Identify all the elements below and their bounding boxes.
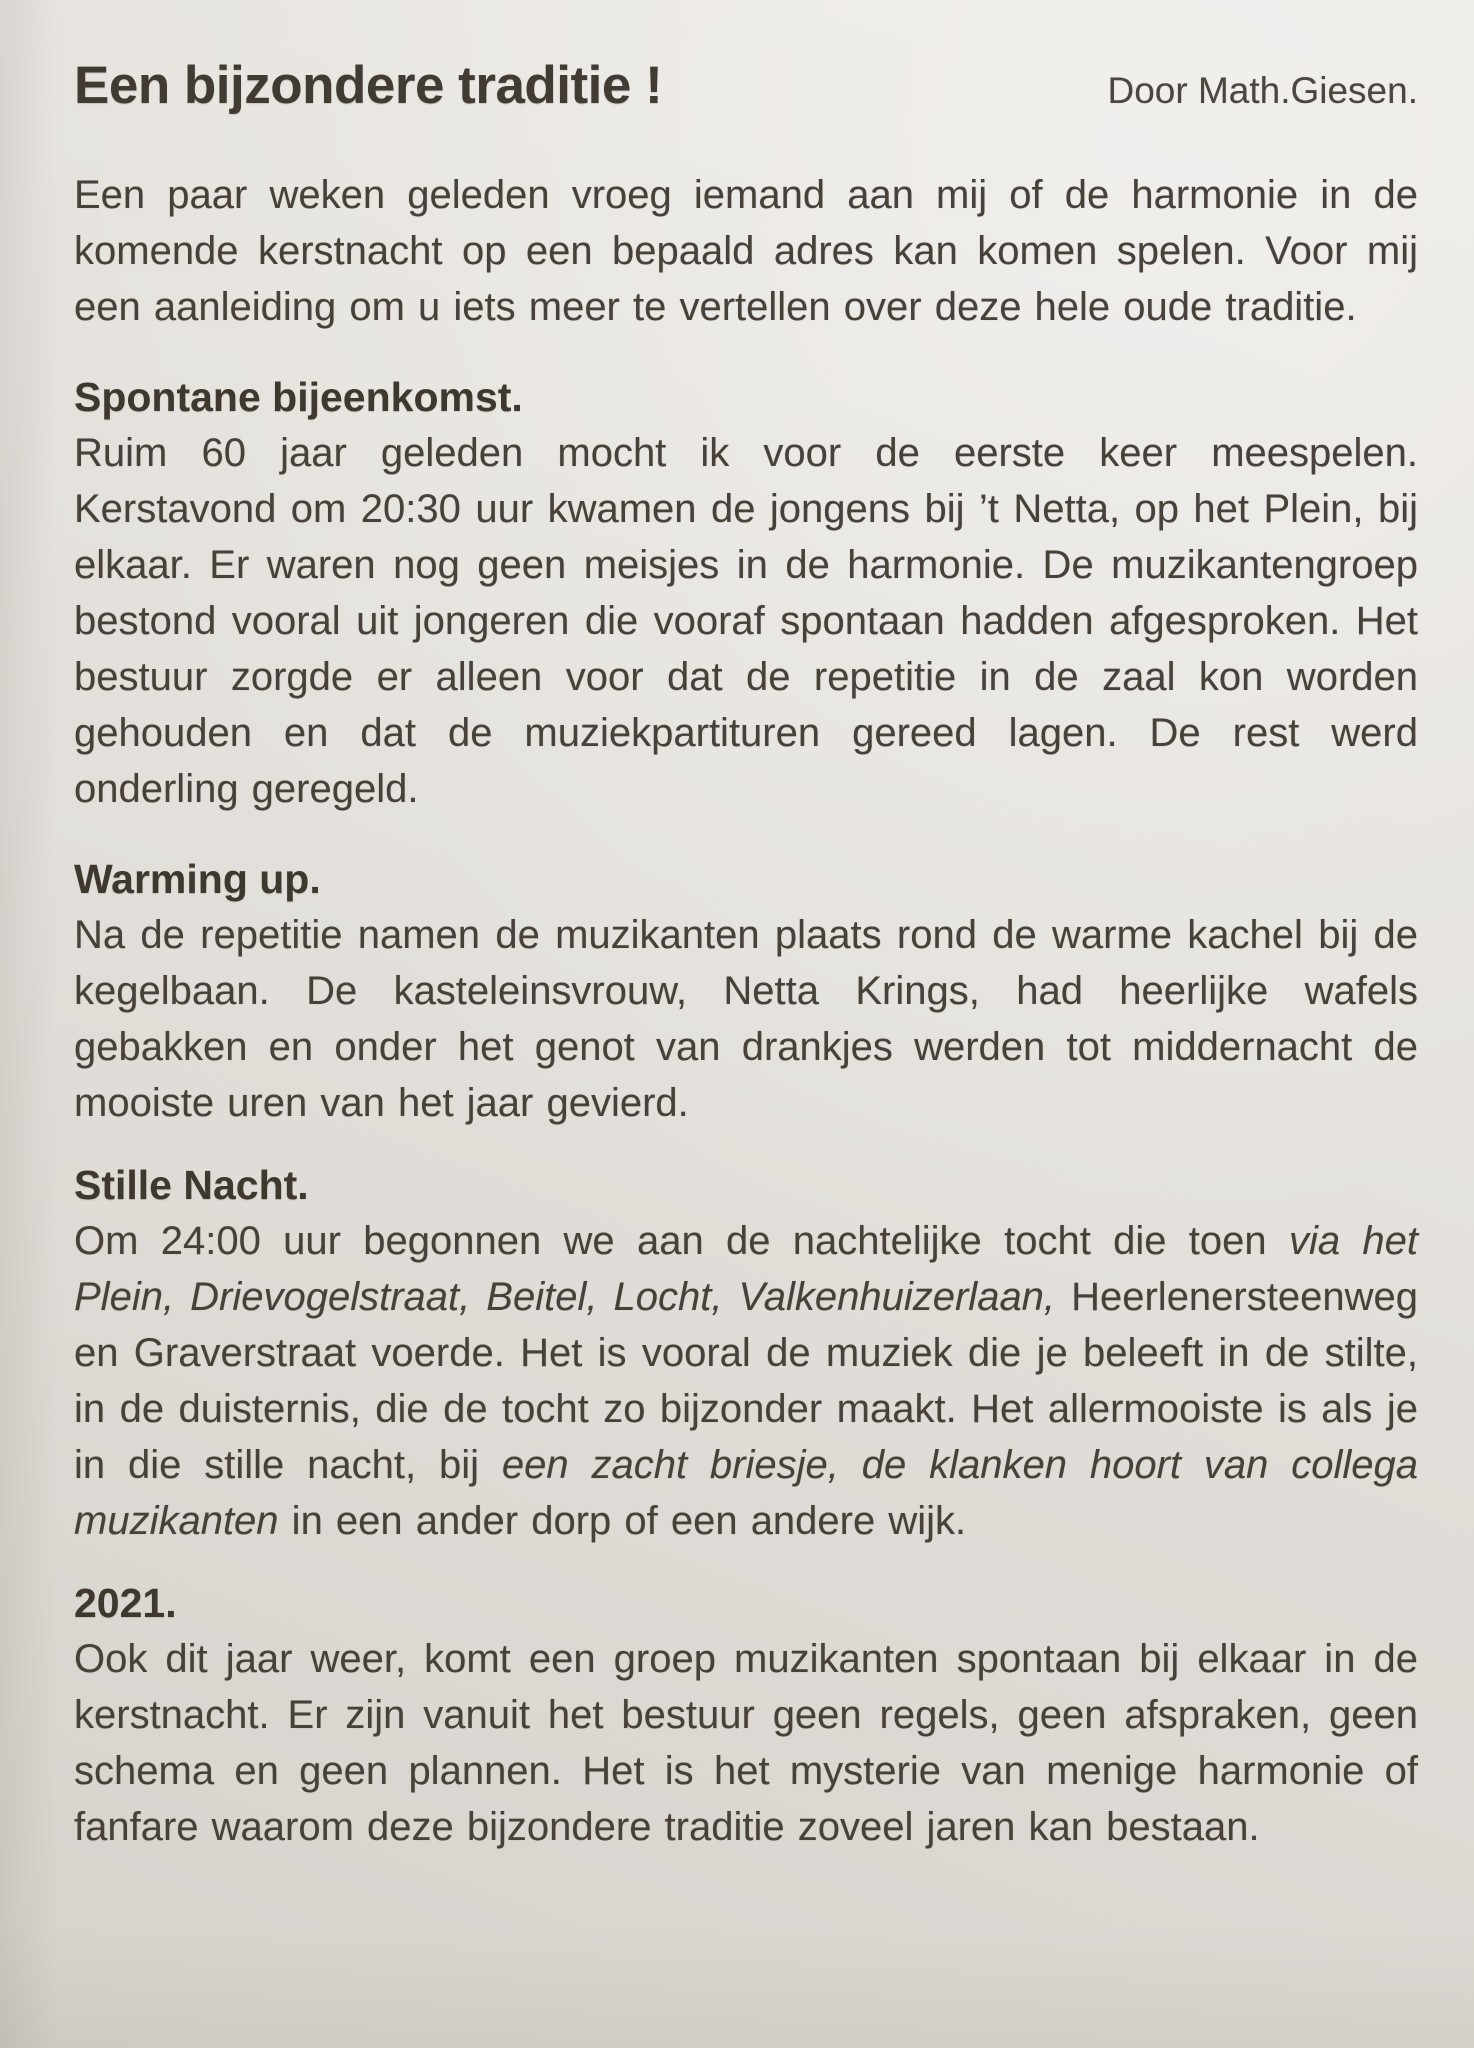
- paragraph-warming-up: Na de repetitie namen de muzikanten plaats rond de warme kachel bij de kegelbaan. De kasteleinsvrouw, Netta Krings, had heerlijke wafels gebakken en onder het genot van drankjes werden tot middernacht de mooiste uren van het jaar gevierd.: [74, 913, 1418, 1125]
- document-body: [74, 167, 1418, 1855]
- section-intro: [74, 167, 1418, 335]
- byline: Door Math.Giesen.: [1107, 70, 1418, 111]
- section-stille-nacht: [74, 1157, 1418, 1549]
- document-title: Een bijzondere traditie !: [74, 56, 663, 115]
- section-warming-up: [74, 851, 1418, 1131]
- section-heading-2021: 2021.: [74, 1580, 177, 1626]
- section-heading-warming-up: Warming up.: [74, 856, 321, 902]
- title-row: [74, 56, 1418, 121]
- paragraph-spontane-bijeenkomst: Ruim 60 jaar geleden mocht ik voor de eerste keer meespelen. Kerstavond om 20:30 uur kwamen de jongens bij ’t Netta, op het Plein, bij elkaar. Er waren nog geen meisjes in de harmonie. De muzikantengroep bestond vooral uit jongeren die vooraf spontaan hadden afgesproken. Het bestuur zorgde er alleen voor dat de repetitie in de zaal kon worden gehouden en dat de muziekpartituren gereed lagen. De rest werd onderling geregeld.: [74, 431, 1418, 811]
- paragraph-intro: Een paar weken geleden vroeg iemand aan mij of de harmonie in de komende kerstnacht op een bepaald adres kan komen spelen. Voor mij een aanleiding om u iets meer te vertellen over deze hele oude traditie.: [74, 173, 1418, 329]
- section-heading-spontane-bijeenkomst: Spontane bijeenkomst.: [74, 374, 523, 420]
- paragraph-2021: Ook dit jaar weer, komt een groep muzikanten spontaan bij elkaar in de kerstnacht. Er zijn vanuit het bestuur geen regels, geen afspraken, geen schema en geen plannen. Het is het mysterie van menige harmonie of fanfare waarom deze bijzondere traditie zoveel jaren kan bestaan.: [74, 1637, 1418, 1849]
- paragraph-stille-nacht: Om 24:00 uur begonnen we aan de nachtelijke tocht die toen via het Plein, Drievogelstraat, Beitel, Locht, Valkenhuizerlaan, Heerlenersteenweg en Graverstraat voerde. Het is vooral de muziek die je beleeft in de stilte, in de duisternis, die de tocht zo bijzonder maakt. Het allermooiste is als je in die stille nacht, bij een zacht briesje, de klanken hoort van collega muzikanten in een ander dorp of een andere wijk.: [74, 1219, 1418, 1543]
- section-spontane-bijeenkomst: [74, 369, 1418, 817]
- section-heading-stille-nacht: Stille Nacht.: [74, 1162, 309, 1208]
- section-2021: [74, 1575, 1418, 1855]
